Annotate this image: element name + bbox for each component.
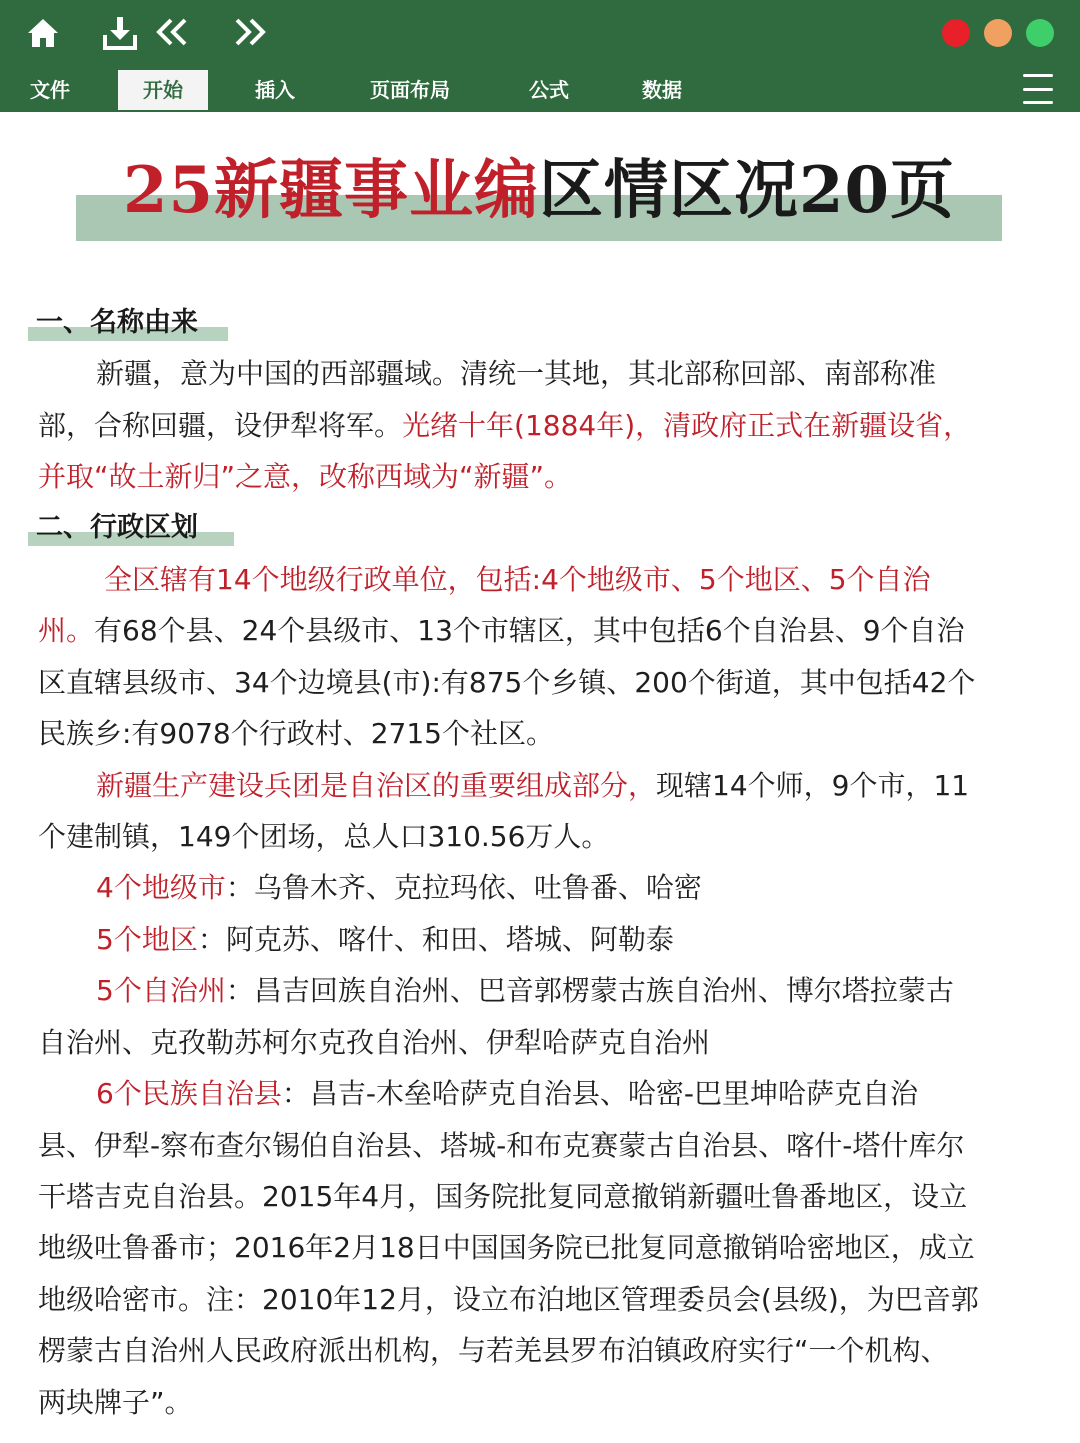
forward-icon[interactable] <box>226 12 272 52</box>
hamburger-icon[interactable] <box>1022 74 1054 104</box>
section-heading-name-origin: 一、名称由来 <box>36 303 198 343</box>
paragraph-line: 民族乡:有9078个行政村、2715个社区。 <box>38 717 554 750</box>
tab-page-layout[interactable]: 页面布局 <box>370 78 450 102</box>
paragraph-line: 个建制镇，149个团场，总人口310.56万人。 <box>38 820 610 853</box>
paragraph-line: 并取“故土新归”之意，改称西域为“新疆”。 <box>38 460 573 493</box>
window-close-dot[interactable] <box>942 19 970 47</box>
tab-file[interactable]: 文件 <box>30 78 70 102</box>
list-item-autonomous-counties: 6个民族自治县：昌吉-木垒哈萨克自治县、哈密-巴里坤哈萨克自治 <box>96 1077 919 1110</box>
back-icon[interactable] <box>150 12 196 52</box>
tab-home[interactable]: 开始 <box>118 70 208 110</box>
app-toolbar <box>0 0 1080 112</box>
paragraph-line: 区直辖县级市、34个边境县(市):有875个乡镇、200个街道，其中包括42个 <box>38 666 976 699</box>
tab-insert[interactable]: 插入 <box>255 78 295 102</box>
tab-data[interactable]: 数据 <box>642 78 682 102</box>
tab-formula[interactable]: 公式 <box>529 78 569 102</box>
window-minimize-dot[interactable] <box>984 19 1012 47</box>
paragraph-line: 州。有68个县、24个县级市、13个市辖区，其中包括6个自治县、9个自治 <box>38 614 965 647</box>
paragraph-line: 自治州、克孜勒苏柯尔克孜自治州、伊犁哈萨克自治州 <box>38 1026 711 1059</box>
home-icon[interactable] <box>26 14 60 52</box>
window-maximize-dot[interactable] <box>1026 19 1054 47</box>
paragraph-line: 部，合称回疆，设伊犁将军。光绪十年(1884年)，清政府正式在新疆设省， <box>38 409 972 442</box>
list-item-prefecture-cities: 4个地级市：乌鲁木齐、克拉玛依、吐鲁番、哈密 <box>96 871 702 904</box>
page-title <box>76 146 1002 236</box>
paragraph-line: 楞蒙古自治州人民政府派出机构，与若羌县罗布泊镇政府实行“一个机构、 <box>38 1334 949 1367</box>
paragraph-line: 全区辖有14个地级行政单位，包括:4个地级市、5个地区、5个自治 <box>104 563 931 596</box>
section-heading-admin-division: 二、行政区划 <box>36 508 198 548</box>
paragraph-line: 干塔吉克自治县。2015年4月，国务院批复同意撤销新疆吐鲁番地区，设立 <box>38 1180 968 1213</box>
list-item-regions: 5个地区：阿克苏、喀什、和田、塔城、阿勒泰 <box>96 923 674 956</box>
paragraph-line: 县、伊犁-察布查尔锡伯自治县、塔城-和布克赛蒙古自治县、喀什-塔什库尔 <box>38 1129 965 1162</box>
paragraph-line: 地级吐鲁番市；2016年2月18日中国国务院已批复同意撤销哈密地区，成立 <box>38 1231 975 1264</box>
title-black-part: 区情区况20页 <box>539 153 956 228</box>
download-icon[interactable] <box>100 14 140 52</box>
title-red-part: 25新疆事业编 <box>122 153 539 228</box>
paragraph-line: 新疆生产建设兵团是自治区的重要组成部分，现辖14个师，9个市，11 <box>96 769 970 802</box>
paragraph-line: 地级哈密市。注：2010年12月，设立布泊地区管理委员会(县级)，为巴音郭 <box>38 1283 979 1316</box>
list-item-autonomous-prefectures: 5个自治州：昌吉回族自治州、巴音郭楞蒙古族自治州、博尔塔拉蒙古 <box>96 974 954 1007</box>
paragraph-line: 两块牌子”。 <box>38 1386 193 1419</box>
paragraph-line: 新疆，意为中国的西部疆域。清统一其地，其北部称回部、南部称准 <box>96 357 937 390</box>
